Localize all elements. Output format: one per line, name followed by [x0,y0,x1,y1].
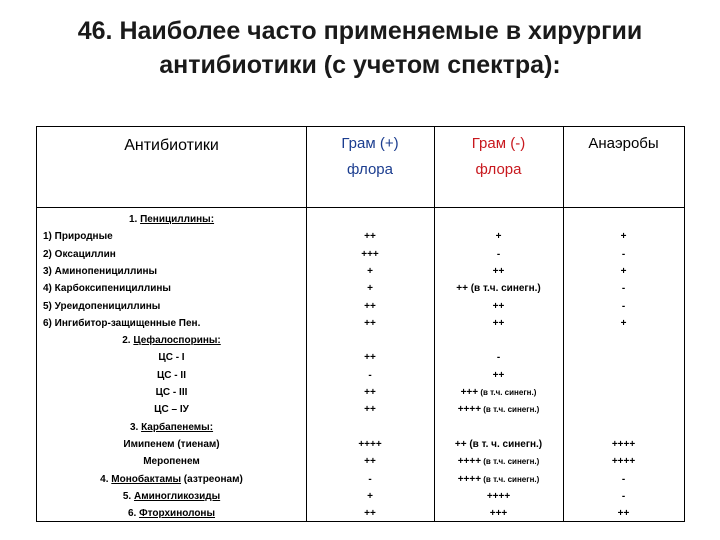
antibiotic-name [43,280,301,297]
anaerobes-cell: - [621,300,626,312]
anaerobes-cell: ++ [617,508,630,520]
header-gram-negative-line2: флора [475,161,522,178]
gram-negative-cell [434,505,563,522]
gram-negative-note: (в т.ч. синегн.) [481,405,540,415]
table-row [37,384,684,401]
gram-negative-value: ++ (в т.ч. синегн.) [456,283,541,295]
title-line-2: антибиотики (с учетом спектра): [159,51,561,79]
antibiotic-label: Фторхинолоны [139,508,216,520]
table-row [37,315,684,332]
group-number: 2. [122,335,134,347]
gram-negative-cell [434,298,563,315]
gram-positive-cell: +++ [361,248,379,260]
group-number: 5. [122,490,134,502]
gram-negative-value: - [496,248,501,260]
gram-negative-value: +++ [460,387,479,398]
antibiotic-label: Имипенем (тиенам) [123,438,220,450]
group-number: 3. [129,421,142,433]
gram-positive-cell: + [367,283,373,295]
table-row [37,263,684,280]
antibiotic-label: ЦС - I [158,352,185,364]
header-gram-negative [434,131,563,183]
table-row [37,436,684,453]
gram-negative-value: ++ [492,265,505,277]
gram-positive-cell: - [368,473,372,485]
gram-negative-value: ++ [492,317,505,329]
antibiotic-label: 5) Уреидопенициллины [43,300,161,312]
group-number: 1. [128,214,141,225]
antibiotic-label: 3) Аминопенициллины [43,265,158,277]
gram-positive-cell: ++ [364,352,376,364]
antibiotic-name [43,315,301,332]
anaerobes-cell: + [620,231,627,243]
gram-negative-cell [434,349,563,366]
table-row [37,228,684,245]
antibiotic-name [37,453,306,470]
gram-negative-value: + [495,231,502,243]
anaerobes-cell: ++++ [611,438,636,450]
group-number: 6. [127,508,140,520]
header-antibiotics: Антибиотики [124,137,219,154]
table-row [37,419,684,436]
table-row [37,488,684,505]
header-gram-positive-line1: Грам (+) [341,135,399,152]
gram-positive-cell: + [367,490,373,502]
antibiotic-name [37,488,306,505]
table-row [37,471,684,488]
antibiotic-name [37,505,306,522]
gram-negative-value: +++ [489,508,508,520]
gram-negative-cell [434,436,563,453]
anaerobes-cell: - [621,283,626,295]
gram-positive-cell: ++ [364,404,376,416]
gram-negative-note: (в т.ч. синегн.) [478,388,537,397]
antibiotic-label: 4) Карбоксипенициллины [43,283,171,295]
antibiotic-name [37,332,306,349]
gram-negative-cell [434,453,563,470]
gram-positive-cell: ++ [364,456,376,468]
antibiotic-name [37,419,306,436]
gram-positive-cell: ++ [364,387,376,398]
gram-negative-cell [434,401,563,418]
header-gram-negative-line1: Грам (-) [471,135,526,152]
anaerobes-cell: + [620,317,627,329]
gram-negative-value: - [496,352,501,364]
gram-negative-cell [434,471,563,488]
table-row [37,298,684,315]
title-line-1: 46. Наиболее часто применяемые в хирургии [77,17,643,45]
table-row [37,367,684,384]
gram-negative-cell [434,384,563,401]
gram-positive-cell: ++ [364,300,376,312]
antibiotic-label: 2) Оксациллин [43,248,116,260]
anaerobes-cell: - [621,473,626,485]
gram-positive-cell: ++ [364,231,376,243]
table-row [37,401,684,418]
antibiotic-label: Карбапенемы: [141,421,214,433]
antibiotic-name [37,384,306,401]
gram-negative-value: ++++ [457,456,482,468]
antibiotic-label: Аминогликозиды [133,490,221,502]
table-row [37,349,684,366]
gram-positive-cell: ++ [364,317,376,329]
antibiotic-label: Монобактамы [111,473,182,485]
antibiotic-name [43,228,301,245]
anaerobes-cell: - [621,248,626,260]
table-row [37,246,684,263]
gram-negative-value: ++++ [457,473,482,485]
antibiotic-name [37,401,306,418]
table-row [37,453,684,470]
gram-negative-note: (в т.ч. синегн.) [481,474,540,484]
gram-negative-cell [434,488,563,505]
gram-negative-cell [434,263,563,280]
antibiotic-label: Пенициллины: [140,214,215,225]
page-title [0,14,720,82]
antibiotic-name [37,471,306,488]
antibiotic-label: ЦС - III [155,387,188,398]
group-number: 4. [100,473,112,485]
antibiotic-label: Меропенем [143,456,200,468]
antibiotic-name [37,349,306,366]
antibiotic-name [43,263,301,280]
antibiotic-name [37,367,306,384]
gram-negative-value: ++ [492,300,505,312]
header-anaerobes: Анаэробы [588,135,659,152]
antibiotic-name [43,298,301,315]
gram-negative-note: (в т.ч. синегн.) [481,457,540,467]
antibiotic-label: Цефалоспорины: [133,335,221,347]
antibiotic-name [37,211,306,228]
gram-positive-cell: ++++ [358,438,382,450]
gram-negative-cell [434,246,563,263]
antibiotic-name [43,246,301,263]
antibiotic-label: 6) Ингибитор-защищенные Пен. [43,317,201,329]
table-row [37,505,684,522]
header-divider [37,207,684,208]
gram-negative-cell [434,315,563,332]
gram-negative-value: ++++ [457,404,482,416]
gram-negative-cell [434,280,563,297]
anaerobes-cell: + [620,265,627,277]
gram-positive-cell: + [367,265,373,277]
antibiotic-label: ЦС – IУ [154,404,189,416]
antibiotic-label: ЦС - II [157,369,186,381]
gram-negative-cell [434,367,563,384]
anaerobes-cell: - [621,490,626,502]
antibiotics-table [36,126,685,522]
anaerobes-cell: ++++ [611,456,636,468]
table-row [37,211,684,228]
gram-negative-value: ++ (в т. ч. синегн.) [454,438,543,450]
gram-positive-cell: - [368,369,372,381]
table-row [37,280,684,297]
gram-negative-value: ++++ [486,490,511,502]
antibiotic-suffix: (азтреонам) [181,473,243,485]
antibiotic-label: 1) Природные [43,231,113,243]
antibiotic-name [37,436,306,453]
header-gram-positive-line2: флора [347,161,393,178]
gram-negative-cell [434,228,563,245]
gram-positive-cell: ++ [364,508,376,520]
header-gram-positive [306,131,434,183]
table-row [37,332,684,349]
gram-negative-value: ++ [492,369,505,381]
